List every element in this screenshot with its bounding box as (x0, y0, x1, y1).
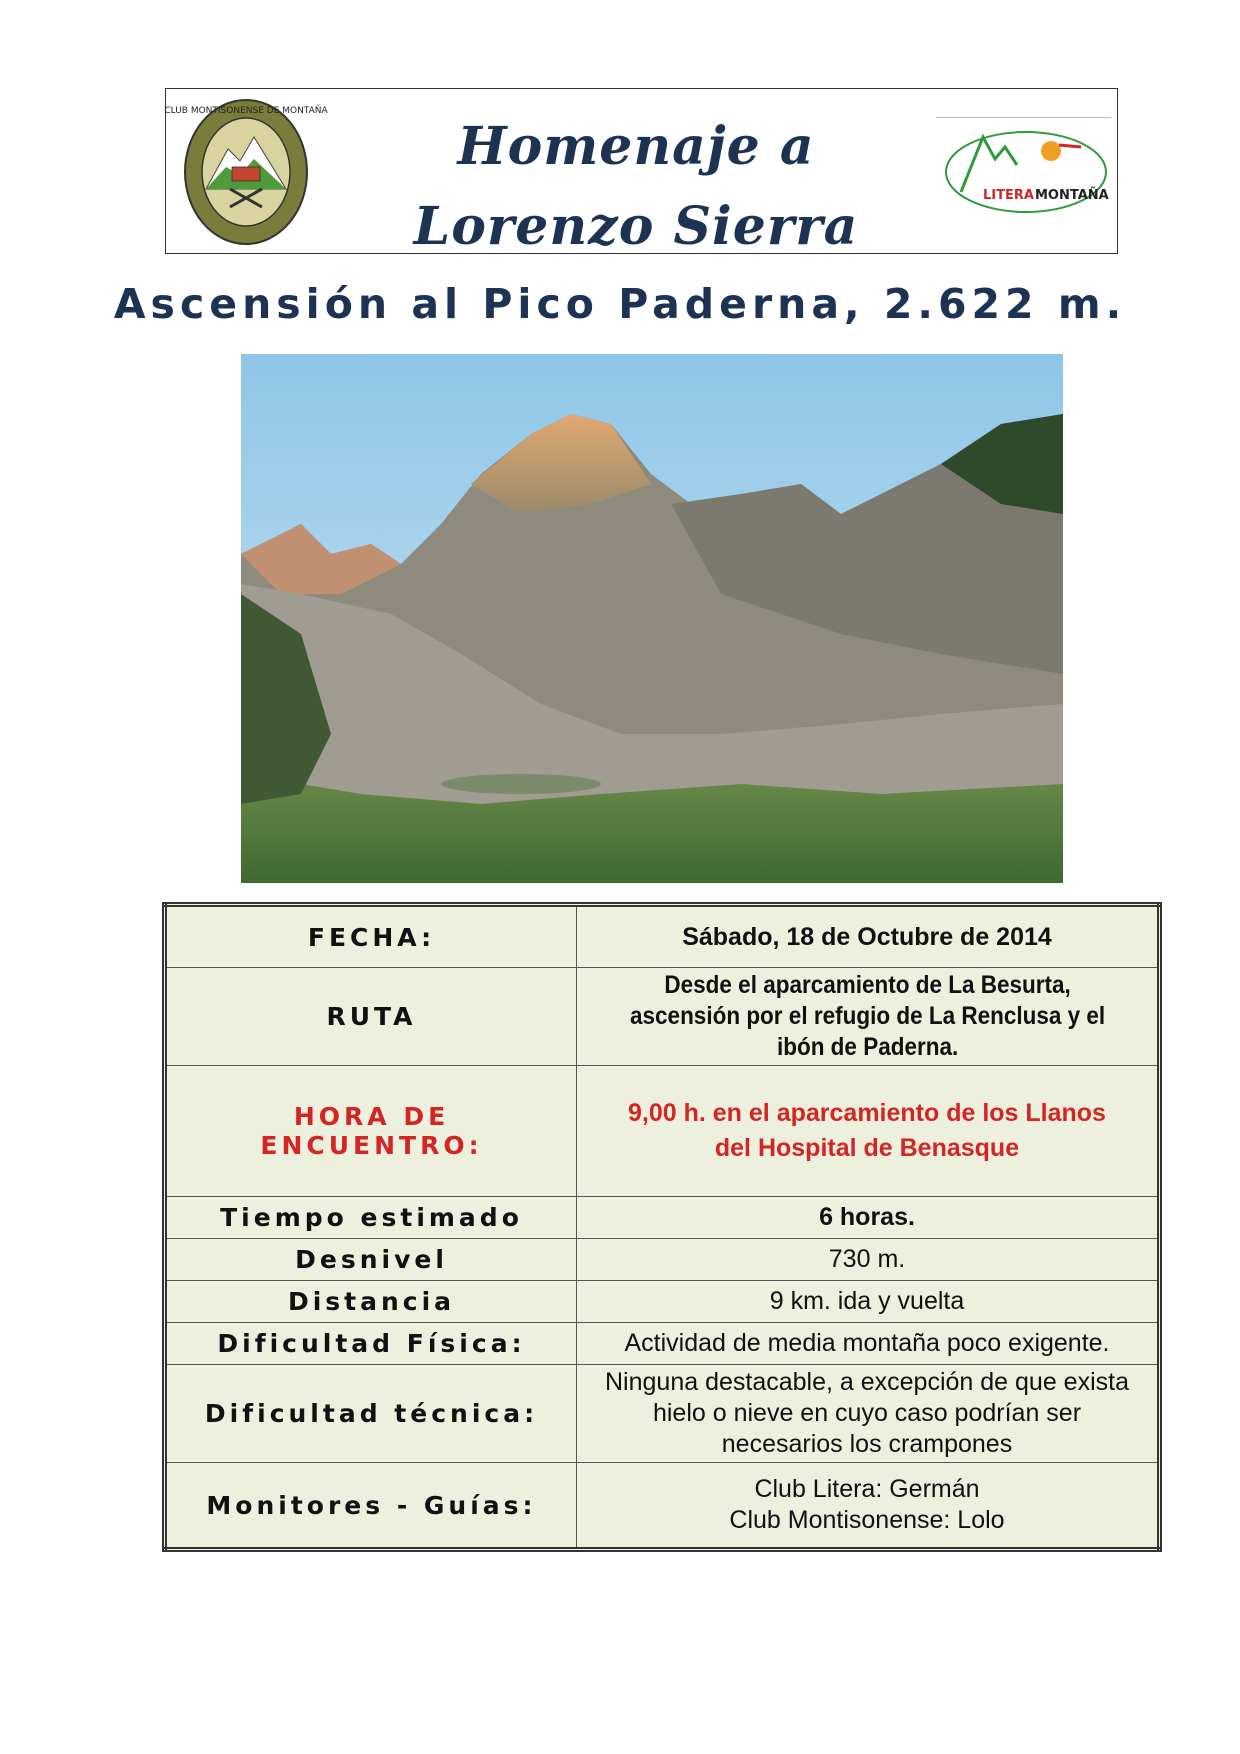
table-row (165, 1365, 1160, 1463)
table-row (165, 905, 1160, 968)
header-box (164, 88, 1118, 257)
label-fecha: FECHA: (165, 905, 577, 968)
table-row (165, 1239, 1160, 1281)
table-row (165, 1197, 1160, 1239)
label-ruta: RUTA (165, 968, 577, 1066)
table-row (165, 968, 1160, 1066)
value-hora-line-2: del Hospital de Benasque (714, 1134, 1020, 1162)
page-title (356, 107, 916, 267)
value-tecnica-line-3: necesarios los crampones (721, 1430, 1013, 1458)
value-ruta: Desde el aparcamiento de La Besurta, ascensión por el refugio de La Renclusa y el ibón de Paderna. (606, 968, 1131, 1066)
label-hora-encuentro (165, 1066, 577, 1197)
table-row (165, 1323, 1160, 1365)
litera-montana-logo (941, 117, 1111, 227)
value-hora-encuentro (577, 1066, 1160, 1197)
value-monitores (577, 1463, 1160, 1550)
table-row (165, 1281, 1160, 1323)
label-tiempo: Tiempo estimado (165, 1197, 577, 1239)
value-monitores-line-2: Club Montisonense: Lolo (729, 1506, 1005, 1534)
logo-left-text: CLUB MONTISONENSE DE MONTAÑA (164, 106, 328, 116)
logo-right-text-left: LITERA (983, 188, 1034, 203)
label-dificultad-fisica: Dificultad Física: (165, 1323, 577, 1365)
value-desnivel: 730 m. (577, 1239, 1160, 1281)
value-dificultad-fisica: Actividad de media montaña poco exigente. (577, 1323, 1160, 1365)
title-line-1: Homenaje a (457, 116, 815, 177)
event-details-table (162, 902, 1162, 1552)
page-subtitle: Ascensión al Pico Paderna, 2.622 m. (113, 280, 1127, 328)
club-montisonense-logo (164, 97, 328, 247)
title-line-2: Lorenzo Sierra (413, 196, 859, 257)
label-distancia: Distancia (165, 1281, 577, 1323)
table-row (165, 1463, 1160, 1550)
label-hora-line-1: HORA DE (293, 1102, 450, 1131)
label-monitores: Monitores - Guías: (165, 1463, 577, 1550)
value-dificultad-tecnica (577, 1365, 1160, 1463)
label-dificultad-tecnica: Dificultad técnica: (165, 1365, 577, 1463)
value-tecnica-line-2: hielo o nieve en cuyo caso podrían ser (652, 1399, 1082, 1427)
value-monitores-line-1: Club Litera: Germán (754, 1475, 980, 1503)
value-tecnica-line-1: Ninguna destacable, a excepción de que exista (605, 1368, 1129, 1396)
logo-right-text-right: MONTAÑA (1035, 188, 1109, 203)
mountain-landscape-photo (241, 354, 1063, 883)
value-distancia: 9 km. ida y vuelta (577, 1281, 1160, 1323)
value-fecha: Sábado, 18 de Octubre de 2014 (577, 905, 1160, 968)
value-hora-line-1: 9,00 h. en el aparcamiento de los Llanos (628, 1099, 1106, 1127)
label-hora-line-2: ENCUENTRO: (260, 1131, 483, 1160)
label-desnivel: Desnivel (165, 1239, 577, 1281)
table-row (165, 1066, 1160, 1197)
value-tiempo: 6 horas. (577, 1197, 1160, 1239)
